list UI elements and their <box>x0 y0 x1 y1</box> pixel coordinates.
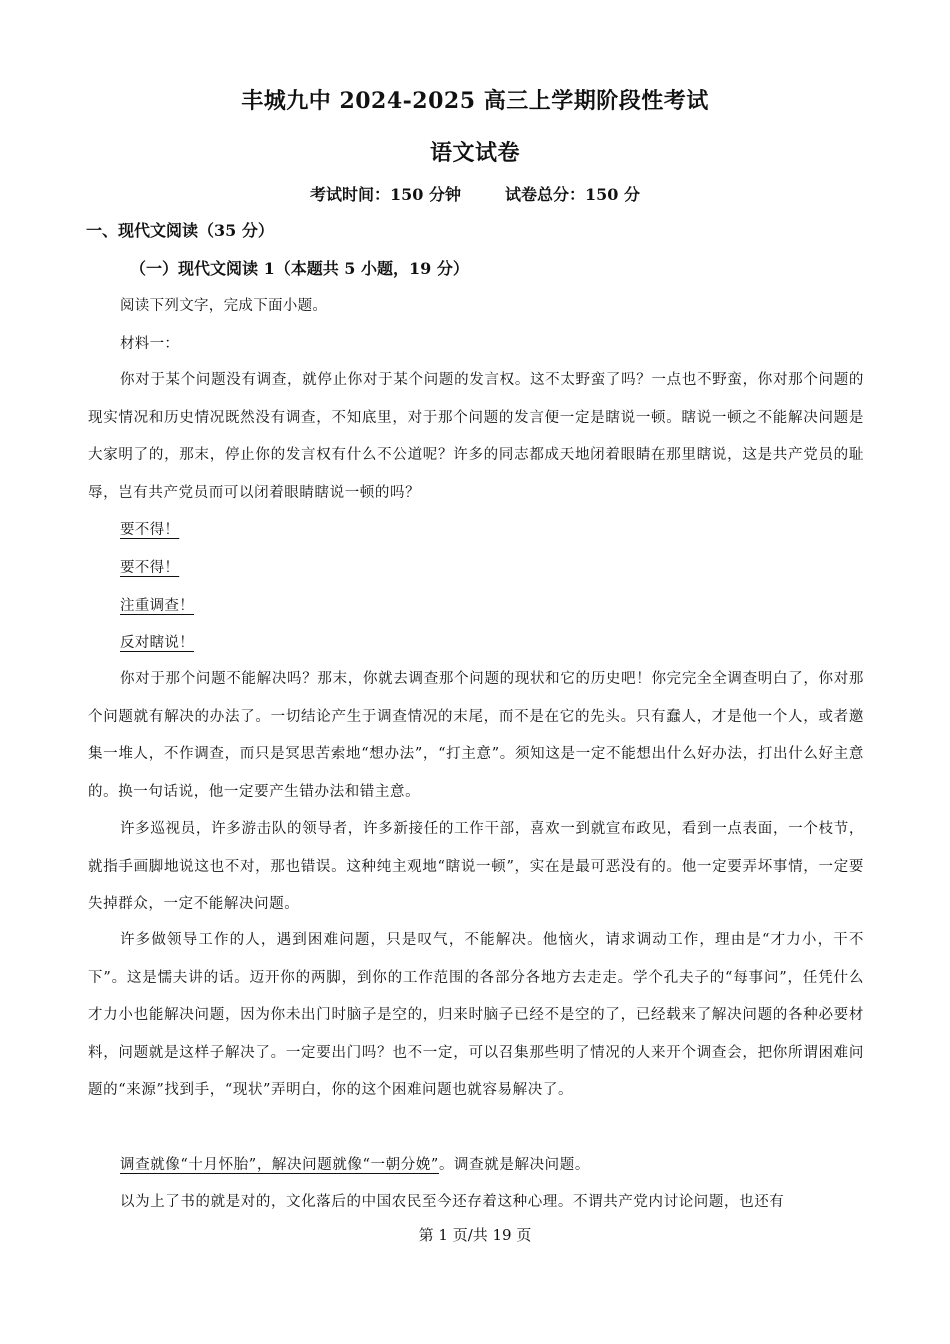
paragraph-5 <box>88 1147 864 1185</box>
paragraph-4: 许多做领导工作的人，遇到困难问题，只是叹气，不能解决。他恼火，请求调动工作，理由是“才力小，干不下”。这是懦夫讲的话。迈开你的两脚，到你的工作范围的各部分各地方去走走。学个孔夫子的“每事问”，任凭什么才力小也能解决问题，因为你未出门时脑子是空的，归来时脑子已经不是空的了，已经载来了解决问题的各种必要材料，问题就是这样子解决了。一定要出门吗？也不一定，可以召集那些明了情况的人来开个调查会，把你所谓困难问题的“来源”找到手，“现状”弄明白，你的这个困难问题也就容易解决了。 <box>88 932 864 1098</box>
paragraph-3: 许多巡视员，许多游击队的领导者，许多新接任的工作干部，喜欢一到就宣布政见，看到一点表面，一个枝节，就指手画脚地说这也不对，那也错误。这种纯主观地“瞎说一顿”，实在是最可恶没有的。他一定要弄坏事情，一定要失掉群众，一定不能解决问题。 <box>88 821 864 912</box>
subsection-heading: （一）现代文阅读 1（本题共 5 小题，19 分） <box>130 259 469 278</box>
slogan-2: 要不得！ <box>120 560 180 576</box>
exam-time: 考试时间：150 分钟 <box>310 185 461 204</box>
slogan-3: 注重调查！ <box>120 598 194 614</box>
slogan-4: 反对瞎说！ <box>120 635 194 651</box>
material-label: 材料一： <box>120 336 180 352</box>
section-heading: 一、现代文阅读（35 分） <box>86 221 274 240</box>
exam-meta <box>0 182 950 205</box>
exam-subtitle: 语文试卷 <box>429 140 520 166</box>
total-score: 试卷总分：150 分 <box>505 185 640 204</box>
exam-title: 丰城九中 2024-2025 高三上学期阶段性考试 <box>241 88 709 114</box>
paragraph-5-rest: 。调查就是解决问题。 <box>438 1157 590 1173</box>
paragraph-6: 以为上了书的就是对的，文化落后的中国农民至今还存着这种心理。不谓共产党内讨论问题，也还有 <box>120 1194 785 1210</box>
page-number: 第 1 页/共 19 页 <box>418 1226 532 1244</box>
instruction: 阅读下列文字，完成下面小题。 <box>120 298 328 314</box>
paragraph-5-underlined: 调查就像“十月怀胎”，解决问题就像“一朝分娩” <box>120 1157 439 1173</box>
paragraph-1: 你对于某个问题没有调查，就停止你对于某个问题的发言权。这不太野蛮了吗？一点也不野蛮，你对那个问题的现实情况和历史情况既然没有调查，不知底里，对于那个问题的发言便一定是瞎说一顿。瞎说一顿之不能解决问题是大家明了的，那末，停止你的发言权有什么不公道呢？许多的同志都成天地闭着眼睛在那里瞎说，这是共产党员的耻辱，岂有共产党员而可以闭着眼睛瞎说一顿的吗？ <box>88 372 864 501</box>
slogan-1: 要不得！ <box>120 522 180 538</box>
paragraph-2: 你对于那个问题不能解决吗？那末，你就去调查那个问题的现状和它的历史吧！你完完全全调查明白了，你对那个问题就有解决的办法了。一切结论产生于调查情况的末尾，而不是在它的先头。只有蠢人，才是他一个人，或者邀集一堆人，不作调查，而只是冥思苦索地“想办法”，“打主意”。须知这是一定不能想出什么好办法，打出什么好主意的。换一句话说，他一定要产生错办法和错主意。 <box>88 671 864 800</box>
